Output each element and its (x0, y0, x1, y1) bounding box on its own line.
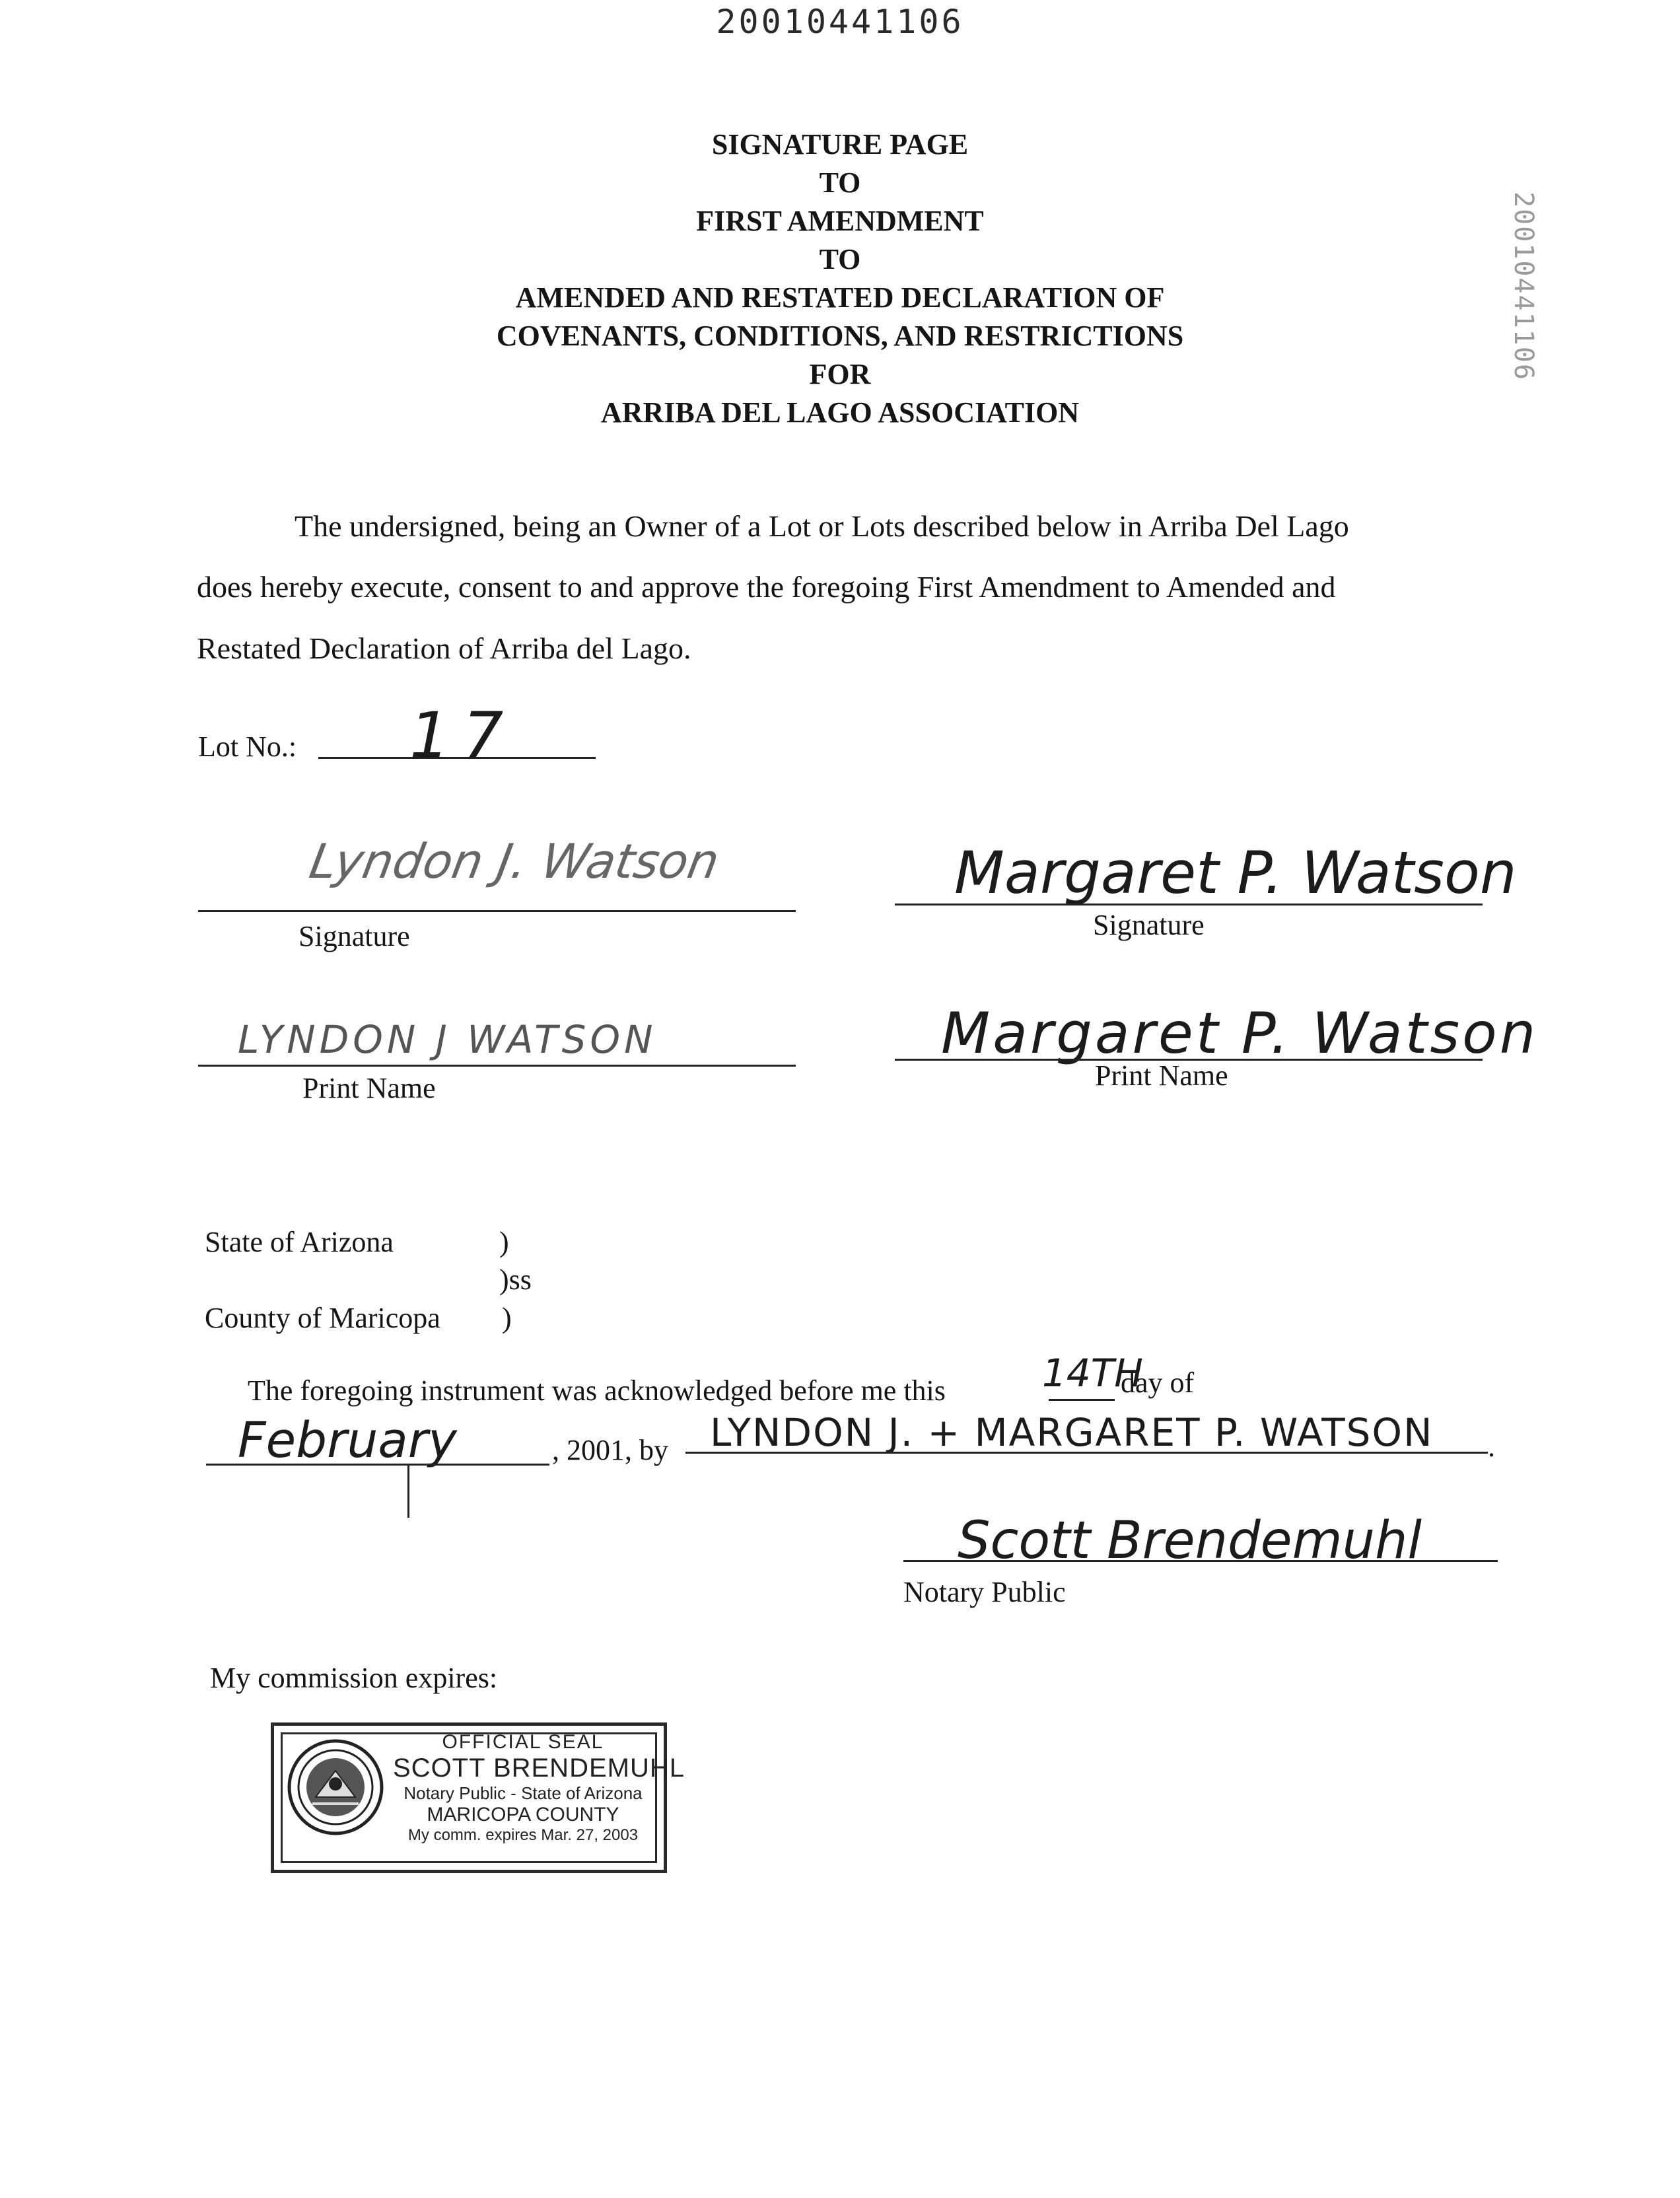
acknowledged-names: LYNDON J. + MARGARET P. WATSON (710, 1410, 1434, 1455)
commission-label: My commission expires: (210, 1662, 498, 1694)
header-line: SIGNATURE PAGE (711, 128, 969, 160)
month-value: February (238, 1412, 457, 1469)
document-header (0, 125, 1680, 432)
lot-value: 17 (409, 699, 517, 773)
day-of-text: day of (1121, 1366, 1195, 1399)
month-stroke (407, 1464, 411, 1518)
print-name-1: LYNDON J WATSON (238, 1017, 657, 1062)
print-name-2-label: Print Name (1095, 1059, 1228, 1092)
print-name-2: Margaret P. Watson (941, 1001, 1539, 1067)
seal-line: My comm. expires Mar. 27, 2003 (407, 1826, 639, 1844)
signature-1-line (198, 910, 796, 912)
signature-2: Margaret P. Watson (954, 839, 1517, 907)
notary-label: Notary Public (903, 1576, 1066, 1608)
paragraph-line: Restated Declaration of Arriba del Lago. (197, 631, 691, 665)
day-value: 14TH (1042, 1351, 1143, 1396)
seal-line: OFFICIAL SEAL (442, 1731, 604, 1753)
signature-2-line (895, 904, 1483, 905)
header-line: COVENANTS, CONDITIONS, AND RESTRICTIONS (496, 320, 1184, 352)
print-name-1-line (198, 1065, 796, 1067)
acknowledgment-text: The foregoing instrument was acknowledged before me this (248, 1374, 946, 1407)
lot-label: Lot No.: (198, 730, 297, 763)
signature-1-label: Signature (298, 920, 410, 952)
seal-line: MARICOPA COUNTY (427, 1804, 619, 1826)
header-line: ARRIBA DEL LAGO ASSOCIATION (600, 396, 1080, 429)
venue-paren: ) (499, 1226, 509, 1258)
notary-line (903, 1560, 1498, 1562)
header-line: FIRST AMENDMENT (696, 205, 984, 237)
signature-2-label: Signature (1093, 909, 1205, 941)
paragraph-line: The undersigned, being an Owner of a Lot or Lots described below in Arriba Del Lago (295, 509, 1349, 543)
notary-seal-stamp (271, 1722, 685, 1873)
names-line (685, 1452, 1488, 1454)
signature-1: Lyndon J. Watson (305, 833, 724, 889)
header-line: TO (819, 166, 861, 199)
state-label: State of Arizona (205, 1226, 394, 1258)
header-line: AMENDED AND RESTATED DECLARATION OF (515, 281, 1165, 314)
day-line (1049, 1399, 1115, 1401)
names-end: . (1488, 1431, 1495, 1463)
header-line: TO (819, 243, 861, 275)
header-line: FOR (809, 358, 871, 390)
state-seal-emblem (286, 1738, 385, 1837)
venue-paren: ) (502, 1302, 512, 1334)
venue-ss: )ss (499, 1263, 532, 1296)
year-text: , 2001, by (552, 1434, 668, 1466)
print-name-1-label: Print Name (302, 1072, 436, 1104)
seal-line: Notary Public - State of Arizona (403, 1783, 643, 1803)
month-line (206, 1464, 549, 1466)
seal-line: SCOTT BRENDEMUHL (393, 1754, 685, 1783)
side-recording-stamp: 20010441106 (1508, 192, 1539, 381)
notary-signature: Scott Brendemuhl (958, 1511, 1422, 1571)
paragraph-line: does hereby execute, consent to and approve the foregoing First Amendment to Amended and (197, 570, 1336, 604)
document-number: 20010441106 (716, 3, 964, 41)
county-label: County of Maricopa (205, 1302, 440, 1334)
